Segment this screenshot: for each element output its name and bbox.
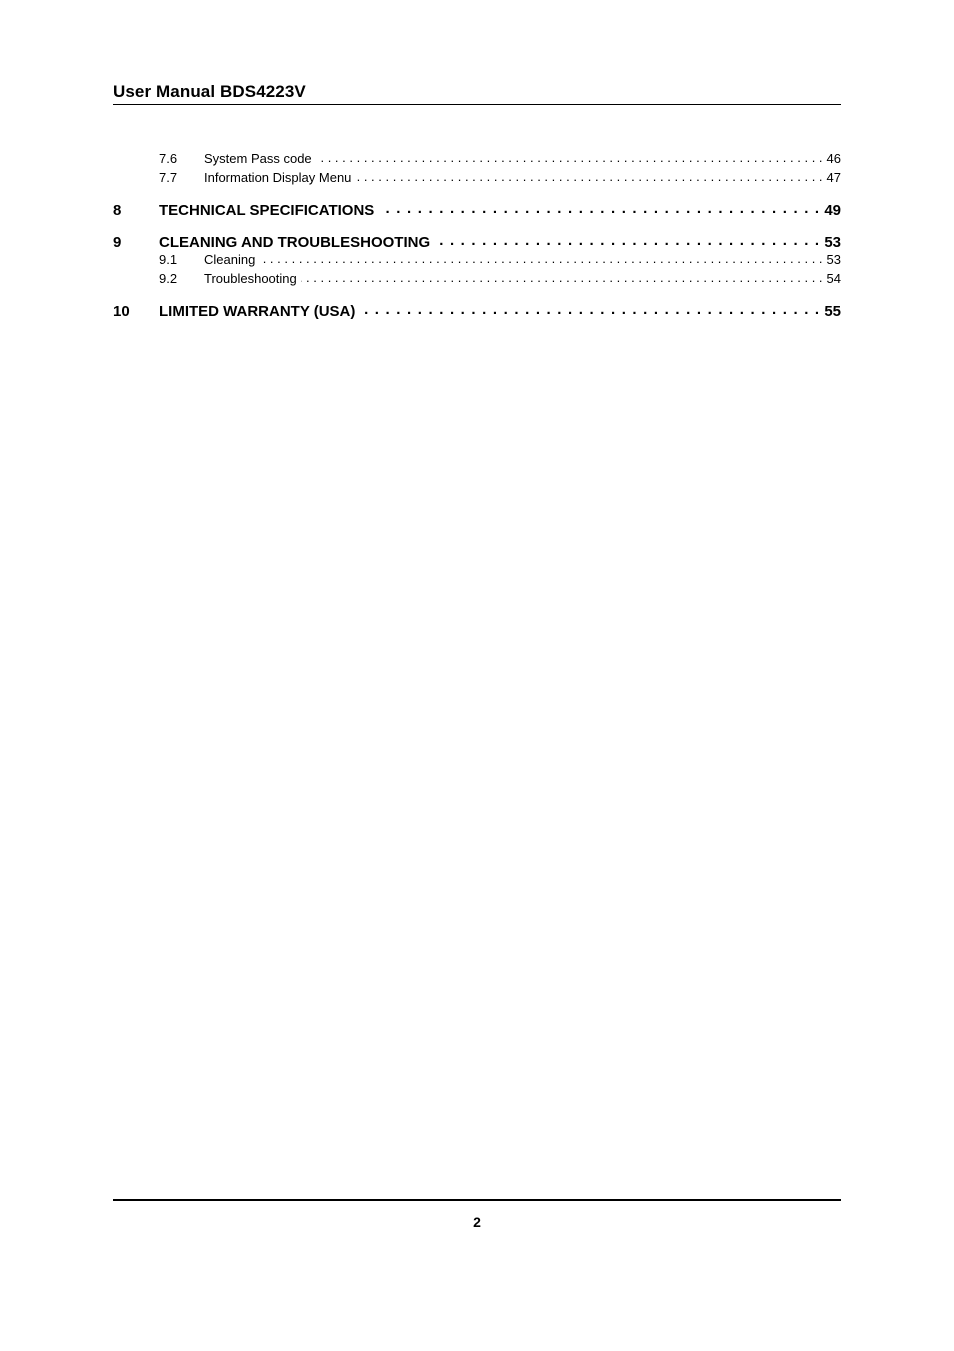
page-header [113, 80, 841, 105]
toc-number: 10 [113, 303, 130, 320]
toc-entry-9[interactable] [113, 232, 841, 252]
toc-number: 9.1 [159, 252, 178, 267]
toc-number: 7.7 [159, 170, 178, 185]
toc-entry-10[interactable] [113, 301, 841, 321]
toc-entry-7-7[interactable] [113, 169, 841, 189]
toc-title: LIMITED WARRANTY (USA) [159, 303, 356, 320]
toc-entry-9-1[interactable] [113, 251, 841, 271]
toc-leader [316, 150, 823, 163]
toc-title: Troubleshooting [204, 271, 297, 286]
toc-page: 53 [824, 234, 841, 251]
toc-page: 55 [824, 303, 841, 320]
toc-leader [359, 301, 820, 316]
toc-number: 9.2 [159, 271, 178, 286]
page-number: 2 [473, 1214, 481, 1230]
toc-entry-9-2[interactable] [113, 270, 841, 290]
toc-leader [301, 270, 823, 283]
toc-number: 9 [113, 234, 122, 251]
footer-divider [113, 1199, 841, 1201]
toc-title: TECHNICAL SPECIFICATIONS [159, 202, 375, 219]
document-title: User Manual BDS4223V [113, 82, 306, 101]
toc-page: 46 [826, 151, 841, 166]
toc-title: System Pass code [204, 151, 312, 166]
toc-page: 54 [826, 271, 841, 286]
toc-entry-7-6[interactable] [113, 150, 841, 170]
toc-leader [378, 200, 820, 215]
toc-title: Cleaning [204, 252, 256, 267]
toc-number: 8 [113, 202, 122, 219]
toc-number: 7.6 [159, 151, 178, 166]
toc-page: 53 [826, 252, 841, 267]
toc-title: Information Display Menu [204, 170, 352, 185]
toc-leader [434, 232, 820, 247]
toc-title: CLEANING AND TROUBLESHOOTING [159, 234, 431, 251]
toc-leader [355, 169, 822, 182]
toc-entry-8[interactable] [113, 200, 841, 220]
toc-page: 47 [826, 170, 841, 185]
toc-page: 49 [824, 202, 841, 219]
toc-leader [259, 251, 822, 264]
